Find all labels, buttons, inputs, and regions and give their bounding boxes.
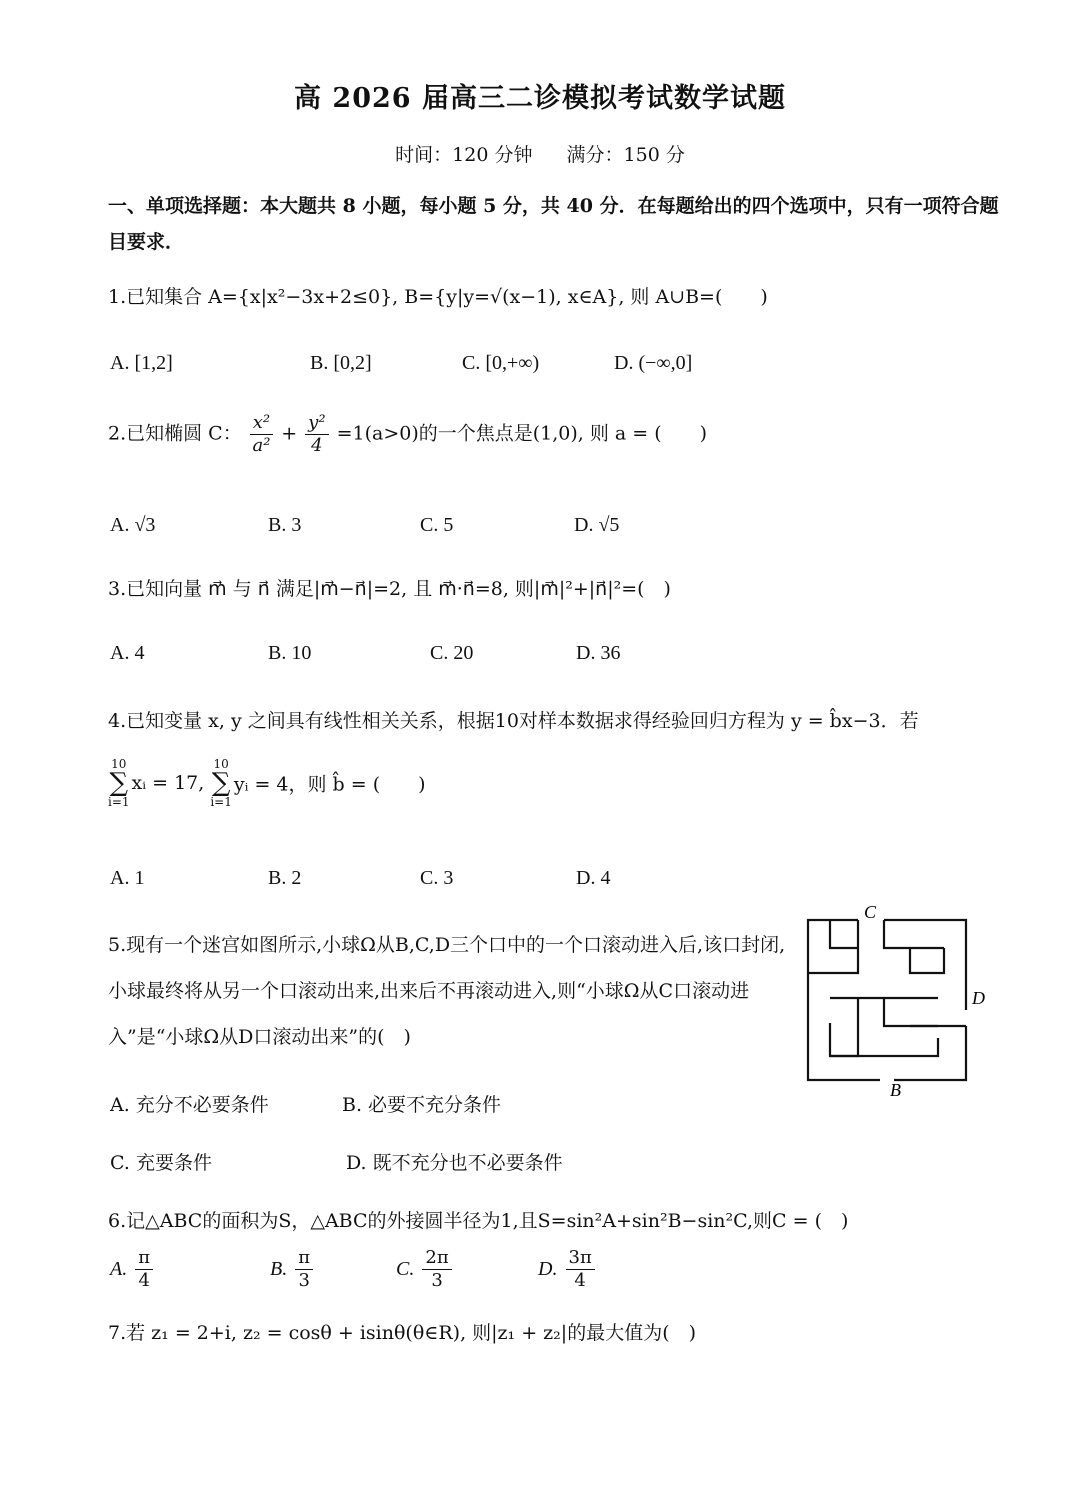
q4-option-a[interactable]: A. 1 bbox=[110, 867, 145, 889]
question-3-stem: 3.已知向量 m⃗ 与 n⃗ 满足|m⃗−n⃗|=2, 且 m⃗·n⃗=8, 则|m⃗|²+|n⃗|²=( ) bbox=[108, 578, 671, 600]
question-5-stem: 5.现有一个迷宫如图所示,小球Ω从B,C,D三个口中的一个口滚动进入后,该口封闭,小球最终将从另一个口滚动出来,出来后不再滚动进入,则“小球Ω从C口滚动进入”是“小球Ω从D口滚动出来”的( ) bbox=[108, 934, 786, 1048]
maze-label-c: C bbox=[864, 902, 877, 922]
question-4-stem: 4.已知变量 x, y 之间具有线性相关关系，根据10对样本数据求得经验回归方程为 y = b̂x−3．若 bbox=[108, 710, 919, 732]
page-title: 高 2026 届高三二诊模拟考试数学试题 bbox=[294, 83, 786, 114]
q4-option-c[interactable]: C. 3 bbox=[420, 867, 454, 889]
q4-sum-x-top: 10 bbox=[111, 757, 127, 771]
q5-option-d[interactable]: D. 既不充分也不必要条件 bbox=[346, 1152, 563, 1174]
q3-option-c[interactable]: C. 20 bbox=[430, 642, 474, 664]
q6-b-num: π bbox=[295, 1247, 313, 1270]
q6-option-b[interactable] bbox=[270, 1247, 315, 1292]
sigma-icon: ∑ bbox=[211, 768, 231, 798]
q6-option-c[interactable] bbox=[396, 1247, 454, 1292]
q6-b-den: 3 bbox=[298, 1270, 310, 1291]
q6-option-d-label: D. bbox=[538, 1258, 558, 1280]
q1-option-c[interactable]: C. [0,+∞) bbox=[462, 352, 540, 374]
q6-option-d-fraction bbox=[566, 1247, 595, 1292]
q2-option-d[interactable]: D. √5 bbox=[574, 514, 620, 536]
q1-option-d[interactable]: D. (−∞,0] bbox=[614, 352, 693, 374]
q2-option-c[interactable]: C. 5 bbox=[420, 514, 454, 536]
q2-suffix: =1(a>0)的一个焦点是(1,0), 则 a = ( ) bbox=[336, 422, 708, 445]
q6-d-den: 4 bbox=[574, 1270, 586, 1291]
q4-sum-x-bottom: i=1 bbox=[108, 795, 130, 809]
question-1-stem: 1.已知集合 A={x|x²−3x+2≤0}, B={y|y=√(x−1), x∈A}, 则 A∪B=( ) bbox=[108, 286, 768, 308]
q6-c-den: 3 bbox=[431, 1270, 443, 1291]
section-heading: 一、单项选择题：本大题共 8 小题，每小题 5 分，共 40 分．在每题给出的四个选项中，只有一项符合题目要求． bbox=[108, 195, 999, 253]
q5-option-a[interactable]: A. 充分不必要条件 bbox=[110, 1094, 269, 1116]
q6-option-d[interactable] bbox=[538, 1247, 597, 1292]
q6-option-c-fraction bbox=[422, 1247, 451, 1292]
maze-label-d: D bbox=[972, 988, 985, 1008]
q4-option-d[interactable]: D. 4 bbox=[576, 867, 611, 889]
q4-sum-y-top: 10 bbox=[213, 757, 229, 771]
q2-frac1-num: x² bbox=[250, 412, 273, 435]
sigma-icon: ∑ bbox=[109, 768, 129, 798]
q1-option-a[interactable]: A. [1,2] bbox=[110, 352, 173, 374]
q2-option-a[interactable]: A. √3 bbox=[110, 514, 156, 536]
q2-frac2-num: y² bbox=[305, 412, 328, 435]
maze-walls bbox=[808, 920, 966, 1080]
q3-option-b[interactable]: B. 10 bbox=[268, 642, 312, 664]
q2-frac1-den: a² bbox=[252, 435, 271, 456]
q4-sum-y-bottom: i=1 bbox=[210, 795, 232, 809]
q4-option-b[interactable]: B. 2 bbox=[268, 867, 302, 889]
q6-option-c-label: C. bbox=[396, 1258, 415, 1280]
q2-frac2-den: 4 bbox=[311, 435, 323, 456]
q4-sum-y bbox=[210, 758, 232, 808]
q6-option-a-fraction bbox=[135, 1247, 153, 1292]
q6-option-b-fraction bbox=[295, 1247, 313, 1292]
q4-x-term: xᵢ = 17, bbox=[131, 772, 205, 794]
q3-option-d[interactable]: D. 36 bbox=[576, 642, 621, 664]
question-2-stem bbox=[108, 412, 707, 457]
q4-sums bbox=[108, 758, 426, 808]
q5-option-b[interactable]: B. 必要不充分条件 bbox=[342, 1094, 502, 1116]
q6-option-a[interactable] bbox=[110, 1247, 155, 1292]
q2-prefix: 2.已知椭圆 C： bbox=[108, 422, 242, 445]
q6-option-b-label: B. bbox=[270, 1258, 288, 1280]
q2-fraction-x bbox=[250, 412, 273, 457]
maze-figure bbox=[798, 898, 998, 1108]
q1-option-b[interactable]: B. [0,2] bbox=[310, 352, 372, 374]
q6-a-num: π bbox=[135, 1247, 153, 1270]
q5-option-c[interactable]: C. 充要条件 bbox=[110, 1152, 212, 1174]
q4-sum-x bbox=[108, 758, 130, 808]
exam-info bbox=[0, 140, 1080, 167]
q6-d-num: 3π bbox=[566, 1247, 595, 1270]
q6-c-num: 2π bbox=[422, 1247, 451, 1270]
question-6-stem: 6.记△ABC的面积为S，△ABC的外接圆半径为1,且S=sin²A+sin²B−sin²C,则C = ( ) bbox=[108, 1210, 849, 1232]
q3-option-a[interactable]: A. 4 bbox=[110, 642, 145, 664]
question-7-stem: 7.若 z₁ = 2+i, z₂ = cosθ + isinθ(θ∈R), 则|z₁ + z₂|的最大值为( ) bbox=[108, 1322, 697, 1344]
q2-plus: + bbox=[281, 422, 298, 445]
q2-fraction-y bbox=[305, 412, 328, 457]
q2-option-b[interactable]: B. 3 bbox=[268, 514, 302, 536]
q6-a-den: 4 bbox=[138, 1270, 150, 1291]
maze-label-b: B bbox=[890, 1080, 901, 1100]
exam-score: 满分：150 分 bbox=[566, 144, 685, 166]
q6-option-a-label: A. bbox=[110, 1258, 128, 1280]
q4-y-term: yᵢ = 4，则 b̂ = ( ) bbox=[233, 773, 426, 796]
exam-time: 时间：120 分钟 bbox=[395, 144, 533, 166]
